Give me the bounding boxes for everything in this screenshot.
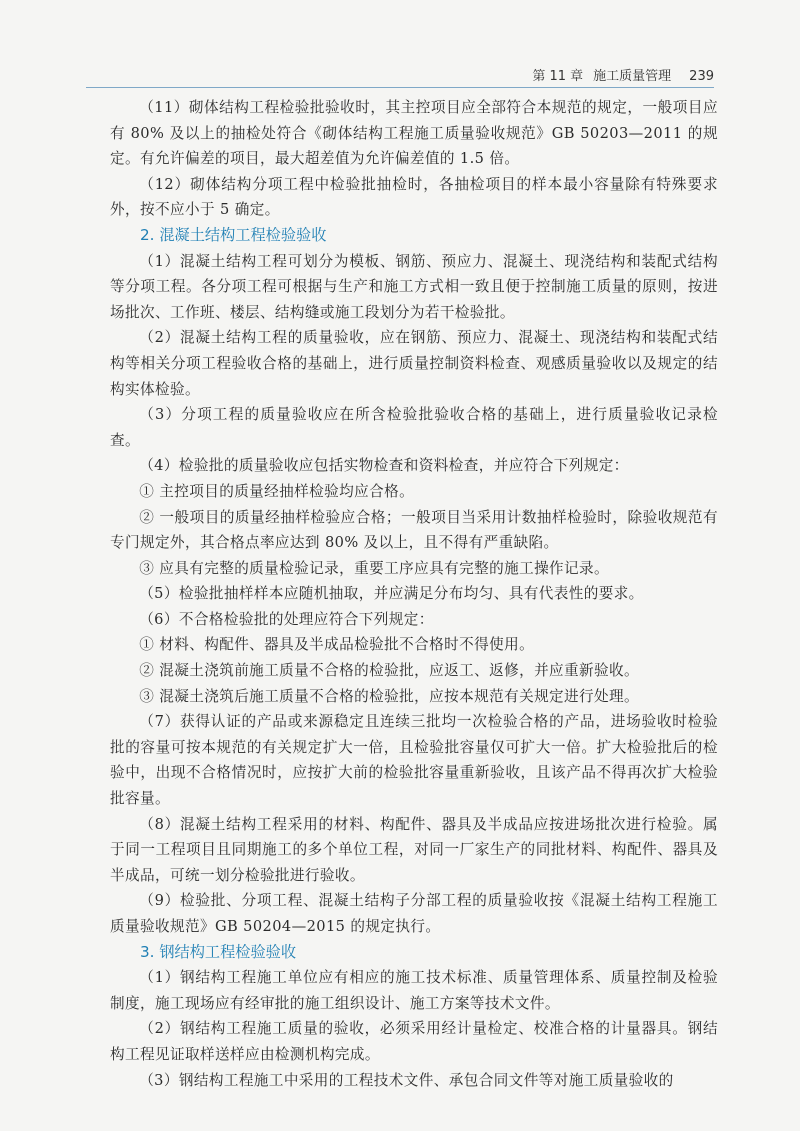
paragraph-concrete-4: （4）检验批的质量验收应包括实物检查和资料检查，并应符合下列规定： bbox=[139, 457, 629, 475]
chapter-title: 施工质量管理 bbox=[593, 69, 672, 84]
list-item-6-3: ③ 混凝土浇筑后施工质量不合格的检验批，应按本规范有关规定进行处理。 bbox=[139, 687, 640, 705]
list-item-4-3: ③ 应具有完整的质量检验记录，重要工序应具有完整的施工操作记录。 bbox=[139, 559, 610, 577]
paragraph-concrete-6: （6）不合格检验批的处理应符合下列规定： bbox=[139, 610, 434, 628]
list-item-6-1: ① 材料、构配件、器具及半成品检验批不合格时不得使用。 bbox=[139, 636, 535, 654]
paragraph-concrete-5: （5）检验批抽样样本应随机抽取，并应满足分布均匀、具有代表性的要求。 bbox=[139, 585, 644, 603]
paragraph-concrete-8: （8）混凝土结构工程采用的材料、构配件、器具及半成品应按进场批次进行检验。属于同一工程项目且同期施工的多个单位工程，对同一厂家生产的同批材料、构配件、器具及半成品，可统一划分检验批进行验收。 bbox=[110, 815, 718, 884]
paragraph-steel-1: （1）钢结构工程施工单位应有相应的施工技术标准、质量管理体系、质量控制及检验制度，施工现场应有经审批的施工组织设计、施工方案等技术文件。 bbox=[110, 969, 718, 1012]
page-number: 239 bbox=[689, 69, 714, 84]
paragraph-concrete-9: （9）检验批、分项工程、混凝土结构子分部工程的质量验收按《混凝土结构工程施工质量验收规范》GB 50204—2015 的规定执行。 bbox=[110, 892, 718, 935]
section-heading-steel: 3. 钢结构工程检验验收 bbox=[140, 942, 297, 961]
chapter-number: 第 11 章 bbox=[532, 69, 584, 84]
paragraph-11: （11）砌体结构工程检验批验收时，其主控项目应全部符合本规范的规定，一般项目应有 80% 及以上的抽检处符合《砌体结构工程施工质量验收规范》GB 50203—2011 的规定。有允许偏差的项目，最大超差值为允许偏差值的 1.5 倍。 bbox=[110, 99, 718, 168]
section-heading-concrete: 2. 混凝土结构工程检验验收 bbox=[140, 225, 327, 244]
list-item-6-2: ② 混凝土浇筑前施工质量不合格的检验批，应返工、返修，并应重新验收。 bbox=[139, 662, 640, 680]
paragraph-concrete-7: （7）获得认证的产品或来源稳定且连续三批均一次检验合格的产品，进场验收时检验批的容量可按本规范的有关规定扩大一倍，且检验批容量仅可扩大一倍。扩大检验批后的检验中，出现不合格情况时，应按扩大前的检验批容量重新验收，且该产品不得再次扩大检验批容量。 bbox=[110, 713, 718, 808]
paragraph-concrete-3: （3）分项工程的质量验收应在所含检验批验收合格的基础上，进行质量验收记录检查。 bbox=[110, 406, 718, 449]
list-item-4-1: ① 主控项目的质量经抽样检验均应合格。 bbox=[139, 482, 415, 500]
page-header bbox=[86, 60, 714, 88]
paragraph-12: （12）砌体结构分项工程中检验批抽检时，各抽检项目的样本最小容量除有特殊要求外，按不应小于 5 确定。 bbox=[110, 175, 718, 219]
paragraph-concrete-2: （2）混凝土结构工程的质量验收，应在钢筋、预应力、混凝土、现浇结构和装配式结构等相关分项工程验收合格的基础上，进行质量控制资料检查、观感质量验收以及规定的结构实体检验。 bbox=[110, 329, 718, 398]
paragraph-steel-3: （3）钢结构工程施工中采用的工程技术文件、承包合同文件等对施工质量验收的 bbox=[139, 1071, 674, 1089]
page-body bbox=[110, 95, 718, 1093]
paragraph-steel-2: （2）钢结构工程施工质量的验收，必须采用经计量检定、校准合格的计量器具。钢结构工程见证取样送样应由检测机构完成。 bbox=[110, 1020, 718, 1063]
list-item-4-2: ② 一般项目的质量经抽样检验应合格；一般项目当采用计数抽样检验时，除验收规范有专门规定外，其合格点率应达到 80% 及以上，且不得有严重缺陷。 bbox=[110, 508, 718, 552]
paragraph-concrete-1: （1）混凝土结构工程可划分为模板、钢筋、预应力、混凝土、现浇结构和装配式结构等分项工程。各分项工程可根据与生产和施工方式相一致且便于控制施工质量的原则，按进场批次、工作班、楼层、结构缝或施工段划分为若干检验批。 bbox=[110, 252, 718, 321]
